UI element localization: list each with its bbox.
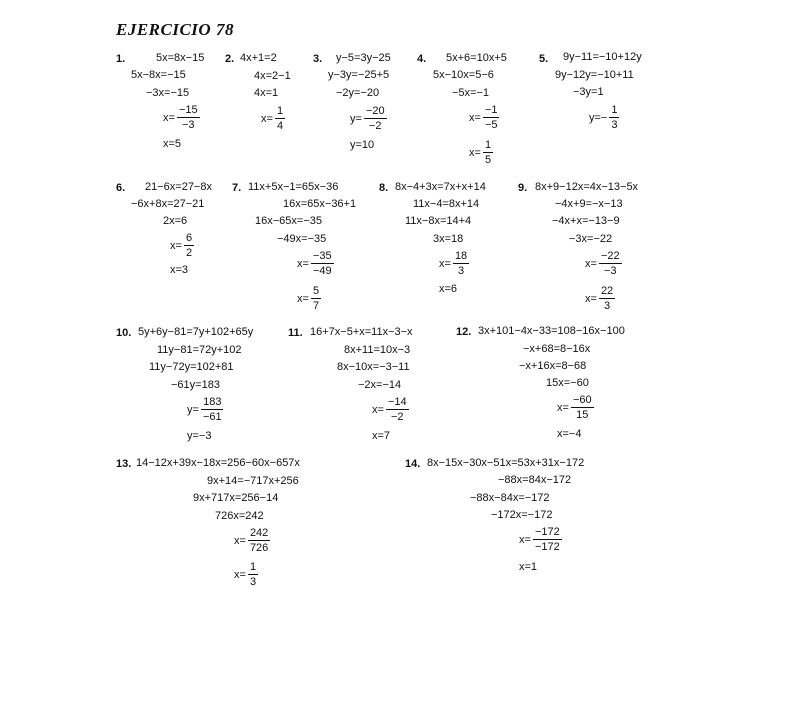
ex11-line-3: 8x−10x=−3−11 <box>337 361 410 373</box>
ex8-fraction-lhs: x= <box>439 257 451 270</box>
ex7-fraction-2 <box>297 285 321 312</box>
ex5-line-2: 9y−12y=−10+11 <box>555 69 634 81</box>
ex9-fraction-1 <box>585 250 622 277</box>
ex4-fraction-1-lhs: x= <box>469 111 481 124</box>
ex11-fraction <box>372 396 409 423</box>
ex13-line-4: 726x=242 <box>215 510 264 522</box>
ex10-denominator: −61 <box>202 411 222 423</box>
ex6-numerator: 6 <box>185 232 193 244</box>
ex8-denominator: 3 <box>458 265 465 277</box>
ex13-fraction-1 <box>234 527 270 554</box>
ex4-denominator-2: 5 <box>484 154 492 166</box>
ex10-fraction-lhs: y= <box>187 403 199 416</box>
ex1-answer: x=5 <box>163 138 182 150</box>
exercise-number-6: 6. <box>116 182 126 194</box>
ex2-line-2: 4x=2−1 <box>254 70 291 82</box>
ex3-answer: y=10 <box>350 139 375 151</box>
ex6-fraction <box>170 232 194 259</box>
ex4-line-3: −5x=−1 <box>452 87 490 99</box>
ex5-line-3: −3y=1 <box>573 86 604 98</box>
ex3-fraction <box>350 105 387 132</box>
ex5-fraction <box>589 104 619 131</box>
ex5-fraction-lhs: y=− <box>589 111 608 124</box>
ex8-fraction <box>439 250 469 277</box>
ex14-fraction-lhs: x= <box>519 533 531 546</box>
ex8-line-1: 8x−4+3x=7x+x+14 <box>395 181 486 193</box>
ex9-fraction-2-lhs: x= <box>585 292 597 305</box>
ex3-fraction-lhs: y= <box>350 112 362 125</box>
ex11-numerator: −14 <box>387 396 407 408</box>
exercise-number-10: 10. <box>116 327 132 339</box>
ex14-line-2: −88x=84x−172 <box>498 474 572 486</box>
ex12-numerator: −60 <box>572 394 592 406</box>
ex7-denominator-2: 7 <box>312 300 320 312</box>
ex7-numerator-1: −35 <box>312 250 332 262</box>
exercise-number-1: 1. <box>116 53 126 65</box>
ex9-denominator-2: 3 <box>604 300 611 312</box>
ex9-numerator-1: −22 <box>600 250 620 262</box>
ex1-line-2: 5x−8x=−15 <box>131 69 186 81</box>
ex10-numerator: 183 <box>203 396 222 408</box>
ex10-line-4: −61y=183 <box>171 379 220 391</box>
ex13-numerator-2: 1 <box>249 561 257 573</box>
ex13-fraction-2-lhs: x= <box>234 568 246 581</box>
ex11-line-2: 8x+11=10x−3 <box>344 344 411 356</box>
ex6-line-3: 2x=6 <box>163 215 188 227</box>
exercise-number-4: 4. <box>417 53 427 65</box>
ex12-line-3: −x+16x=8−68 <box>519 360 587 372</box>
ex7-fraction-1-lhs: x= <box>297 257 309 270</box>
ex11-line-4: −2x=−14 <box>358 379 402 391</box>
ex12-line-2: −x+68=8−16x <box>523 343 591 355</box>
ex9-line-1: 8x+9−12x=4x−13−5x <box>535 181 639 193</box>
ex12-fraction-lhs: x= <box>557 401 569 414</box>
ex10-line-2: 11y−81=72y+102 <box>157 344 242 356</box>
ex14-fraction <box>519 526 562 553</box>
ex2-denominator: 4 <box>276 120 284 132</box>
ex12-fraction <box>557 394 594 421</box>
ex12-line-1: 3x+101−4x−33=108−16x−100 <box>478 325 625 337</box>
ex9-fraction-1-lhs: x= <box>585 257 597 270</box>
exercise-number-9: 9. <box>518 182 528 194</box>
ex14-denominator: −172 <box>534 541 560 553</box>
ex7-line-2: 16x=65x−36+1 <box>283 198 357 210</box>
ex1-line-3: −3x=−15 <box>146 87 190 99</box>
exercise-number-11: 11. <box>288 327 303 339</box>
ex11-line-1: 16+7x−5+x=11x−3−x <box>310 326 413 338</box>
ex8-line-3: 11x−8x=14+4 <box>405 215 472 227</box>
ex7-line-4: −49x=−35 <box>277 233 327 245</box>
ex14-line-3: −88x−84x=−172 <box>470 492 550 504</box>
ex5-denominator: 3 <box>611 119 618 131</box>
ex9-line-2: −4x+9=−x−13 <box>555 198 623 210</box>
ex8-answer: x=6 <box>439 283 458 295</box>
ex8-numerator: 18 <box>454 250 468 262</box>
exercise-number-5: 5. <box>539 53 549 65</box>
ex10-line-3: 11y−72y=102+81 <box>149 361 234 373</box>
ex8-line-4: 3x=18 <box>433 233 464 245</box>
ex4-fraction-2 <box>469 139 493 166</box>
ex3-numerator: −20 <box>365 105 385 117</box>
ex4-numerator-2: 1 <box>484 139 492 151</box>
ex9-fraction-2 <box>585 285 615 312</box>
ex13-fraction-2 <box>234 561 258 588</box>
ex6-line-1: 21−6x=27−8x <box>145 181 212 193</box>
exercise-number-12: 12. <box>456 326 472 338</box>
ex13-line-2: 9x+14=−717x+256 <box>207 475 299 487</box>
ex5-line-1: 9y−11=−10+12y <box>563 51 642 63</box>
ex4-fraction-1 <box>469 104 499 131</box>
ex4-numerator-1: −1 <box>484 104 498 116</box>
ex6-answer: x=3 <box>170 264 189 276</box>
ex12-denominator: 15 <box>576 409 589 421</box>
ex13-denominator-2: 3 <box>249 576 257 588</box>
ex6-fraction-lhs: x= <box>170 239 182 252</box>
ex12-line-4: 15x=−60 <box>546 377 589 389</box>
exercise-number-2: 2. <box>225 53 235 65</box>
ex4-denominator-1: −5 <box>484 119 498 131</box>
ex13-line-3: 9x+717x=256−14 <box>193 492 279 504</box>
ex9-denominator-1: −3 <box>604 265 617 277</box>
ex4-line-1: 5x+6=10x+5 <box>446 52 507 64</box>
ex1-denominator: −3 <box>182 119 195 131</box>
ex3-line-3: −2y=−20 <box>336 87 380 99</box>
ex6-denominator: 2 <box>185 247 193 259</box>
ex3-line-1: y−5=3y−25 <box>336 52 391 64</box>
ex10-line-1: 5y+6y−81=7y+102+65y <box>138 326 254 338</box>
ex6-line-2: −6x+8x=27−21 <box>131 198 205 210</box>
exercise-number-8: 8. <box>379 182 389 194</box>
ex1-numerator: −15 <box>178 104 198 116</box>
ex13-line-1: 14−12x+39x−18x=256−60x−657x <box>136 457 300 469</box>
ex2-fraction-lhs: x= <box>261 112 273 125</box>
ex11-answer: x=7 <box>372 430 391 442</box>
ex14-line-4: −172x=−172 <box>491 509 553 521</box>
ex13-fraction-1-lhs: x= <box>234 534 246 547</box>
ex7-fraction-1 <box>297 250 334 277</box>
ex2-numerator: 1 <box>276 105 284 117</box>
ex11-fraction-lhs: x= <box>372 403 384 416</box>
ex2-fraction <box>261 105 285 132</box>
ex7-denominator-1: −49 <box>312 265 332 277</box>
ex3-line-2: y−3y=−25+5 <box>328 69 390 81</box>
ex7-fraction-2-lhs: x= <box>297 292 309 305</box>
ex1-fraction <box>163 104 200 131</box>
page-title: EJERCICIO 78 <box>116 20 234 39</box>
ex4-fraction-2-lhs: x= <box>469 146 481 159</box>
ex7-numerator-2: 5 <box>312 285 320 297</box>
ex13-numerator-1: 242 <box>249 527 269 539</box>
ex11-denominator: −2 <box>391 411 404 423</box>
ex9-line-3: −4x+x=−13−9 <box>552 215 620 227</box>
ex5-numerator: 1 <box>611 104 618 116</box>
ex2-line-1: 4x+1=2 <box>240 52 277 64</box>
ex13-denominator-1: 726 <box>249 542 269 554</box>
ex14-line-1: 8x−15x−30x−51x=53x+31x−172 <box>427 457 585 469</box>
ex1-line-1: 5x=8x−15 <box>156 52 205 64</box>
ex12-answer: x=−4 <box>557 428 582 440</box>
ex14-answer: x=1 <box>519 561 538 573</box>
ex7-line-3: 16x−65x=−35 <box>255 215 322 227</box>
ex3-denominator: −2 <box>369 120 382 132</box>
exercise-number-14: 14. <box>405 458 421 470</box>
exercise-number-7: 7. <box>232 182 242 194</box>
exercise-number-3: 3. <box>313 53 323 65</box>
ex2-line-3: 4x=1 <box>254 87 279 99</box>
ex14-numerator: −172 <box>534 526 560 538</box>
ex4-line-2: 5x−10x=5−6 <box>433 69 494 81</box>
ex10-fraction <box>187 396 224 423</box>
ex8-line-2: 11x−4=8x+14 <box>413 198 480 210</box>
ex9-numerator-2: 22 <box>600 285 614 297</box>
exercise-number-13: 13. <box>116 458 132 470</box>
ex1-fraction-lhs: x= <box>163 111 175 124</box>
ex7-line-1: 11x+5x−1=65x−36 <box>248 181 339 193</box>
ex9-line-4: −3x=−22 <box>569 233 613 245</box>
ex10-answer: y=−3 <box>187 430 212 442</box>
